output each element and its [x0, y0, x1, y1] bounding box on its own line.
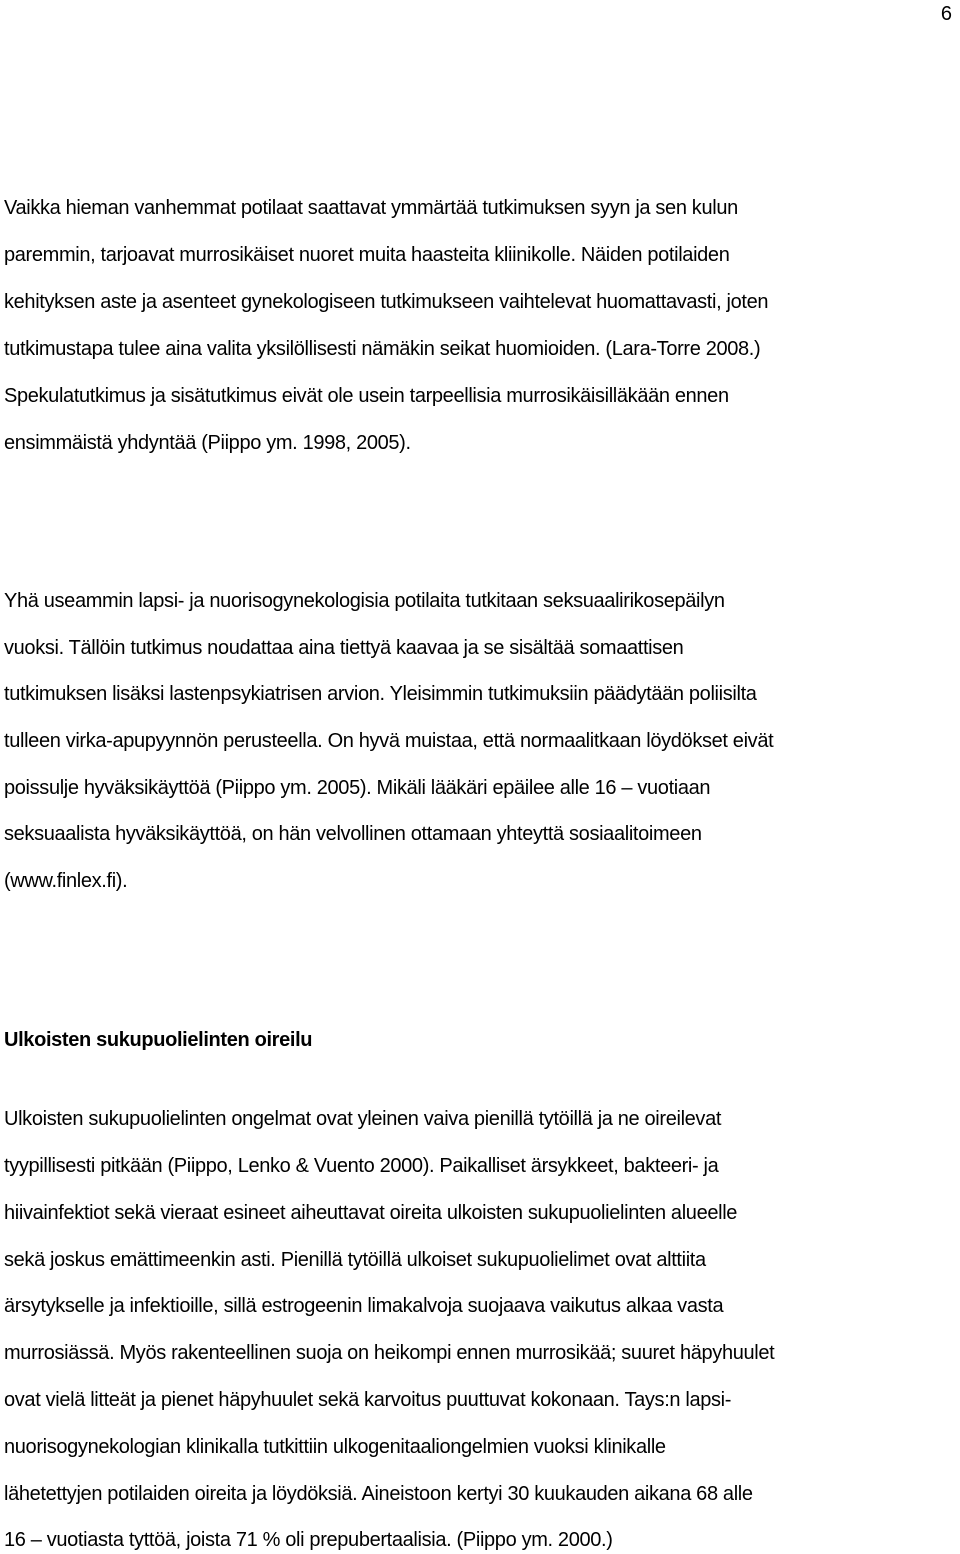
section-heading: Ulkoisten sukupuolielinten oireilu: [4, 1029, 313, 1051]
text-line: ovat vielä litteät ja pienet häpyhuulet sekä karvoitus puuttuvat kokonaan. Tays:n lapsi-: [4, 1389, 732, 1411]
text-line: tutkimustapa tulee aina valita yksilöllisesti nämäkin seikat huomioiden. (Lara-Torre 2008.): [4, 338, 761, 360]
text-line: (www.finlex.fi).: [4, 870, 128, 892]
text-line: hiivainfektiot sekä vieraat esineet aiheuttavat oireita ulkoisten sukupuolielinten alueelle: [4, 1202, 738, 1224]
text-line: tulleen virka-apupyynnön perusteella. On hyvä muistaa, että normaalitkaan löydökset eivät: [4, 730, 774, 752]
text-line: poissulje hyväksikäyttöä (Piippo ym. 2005). Mikäli lääkäri epäilee alle 16 – vuotiaan: [4, 777, 711, 799]
text-line: murrosiässä. Myös rakenteellinen suoja on heikompi ennen murrosikää; suuret häpyhuulet: [4, 1342, 775, 1364]
page-number: 6: [940, 3, 952, 25]
text-line: nuorisogynekologian klinikalla tutkittiin ulkogenitaaliongelmien vuoksi klinikalle: [4, 1436, 666, 1458]
text-line: lähetettyjen potilaiden oireita ja löydöksiä. Aineistoon kertyi 30 kuukauden aikana 68 alle: [4, 1483, 753, 1505]
text-line: ärsytykselle ja infektioille, sillä estrogeenin limakalvoja suojaava vaikutus alkaa vasta: [4, 1295, 724, 1317]
text-line: ensimmäistä yhdyntää (Piippo ym. 1998, 2005).: [4, 432, 411, 454]
text-line: vuoksi. Tällöin tutkimus noudattaa aina tiettyä kaavaa ja se sisältää somaattisen: [4, 637, 684, 659]
text-line: kehityksen aste ja asenteet gynekologiseen tutkimukseen vaihtelevat huomattavasti, joten: [4, 291, 769, 313]
text-line: Vaikka hieman vanhemmat potilaat saattavat ymmärtää tutkimuksen syyn ja sen kulun: [4, 197, 738, 219]
text-line: 16 – vuotiasta tyttöä, joista 71 % oli prepubertaalisia. (Piippo ym. 2000.): [4, 1529, 613, 1551]
text-line: Yhä useammin lapsi- ja nuorisogynekologisia potilaita tutkitaan seksuaalirikosepäilyn: [4, 590, 725, 612]
text-line: paremmin, tarjoavat murrosikäiset nuoret muita haasteita kliinikolle. Näiden potilaiden: [4, 244, 730, 266]
text-line: seksuaalista hyväksikäyttöä, on hän velvollinen ottamaan yhteyttä sosiaalitoimeen: [4, 823, 702, 845]
text-line: Spekulatutkimus ja sisätutkimus eivät ole usein tarpeellisia murrosikäisilläkään ennen: [4, 385, 729, 407]
text-line: tyypillisesti pitkään (Piippo, Lenko & Vuento 2000). Paikalliset ärsykkeet, bakteeri- ja: [4, 1155, 719, 1177]
text-line: Ulkoisten sukupuolielinten ongelmat ovat yleinen vaiva pienillä tytöillä ja ne oireilevat: [4, 1108, 722, 1130]
text-line: tutkimuksen lisäksi lastenpsykiatrisen arvion. Yleisimmin tutkimuksiin päädytään poliisilta: [4, 683, 757, 705]
text-line: sekä joskus emättimeenkin asti. Pienillä tytöillä ulkoiset sukupuolielimet ovat alttiita: [4, 1249, 706, 1271]
